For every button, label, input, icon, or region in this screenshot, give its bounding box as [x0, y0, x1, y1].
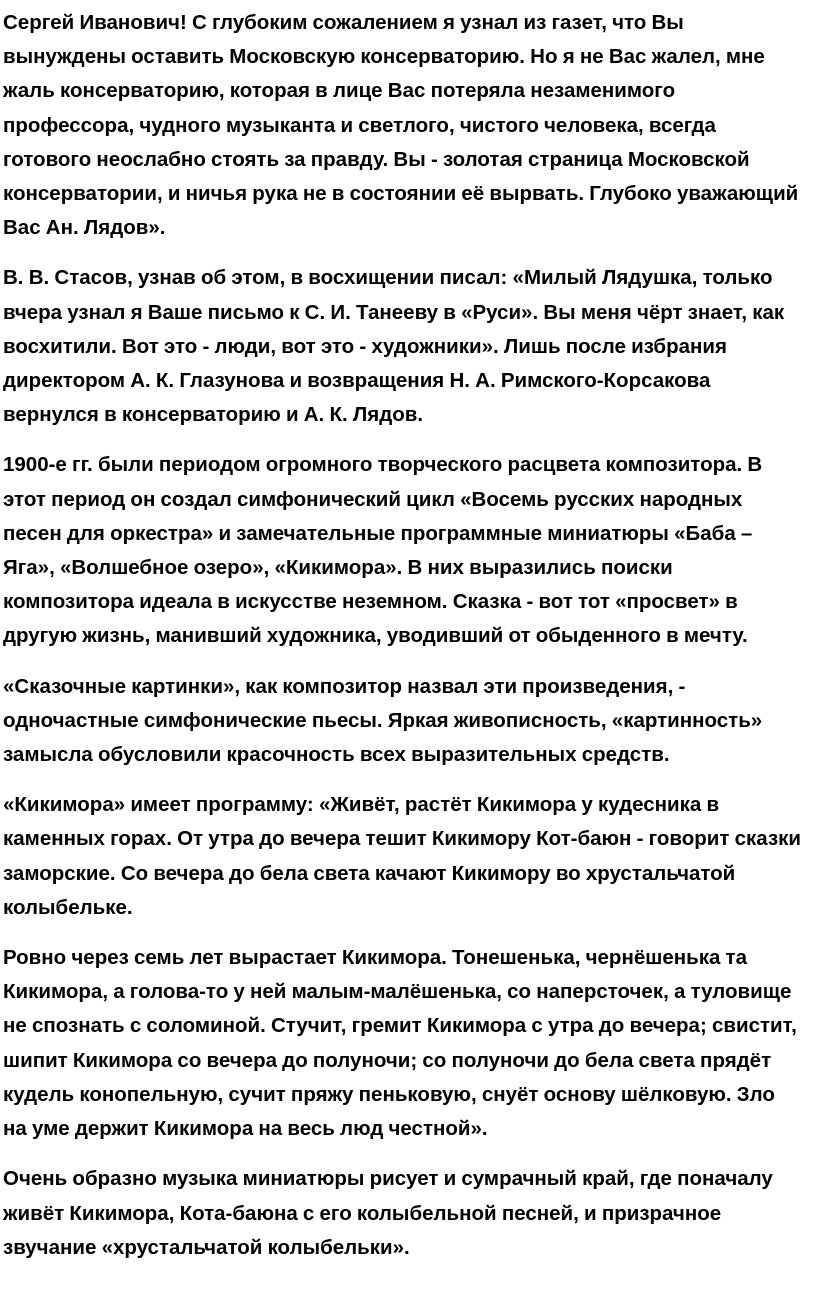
- paragraph-fairy-pictures: «Сказочные картинки», как композитор назвал эти произведения, - одночастные симфонические пьесы. Яркая живописность, «картинность» замысла обусловили красочность всех выразительных средств.: [3, 674, 763, 767]
- paragraph-creative-period: 1900-е гг. были периодом огромного творческого расцвета композитора. В этот период он создал симфонический цикл «Восемь русских народных песен для оркестра» и замечательные программные миниатюры «Баба – Яга», «Волшебное озеро», «Кикимора». В них выразились поиски композитора идеала в искусстве неземном. Сказка - вот тот «просвет» в другую жизнь, манивший художника, уводивший от обыденного в мечту.: [3, 453, 763, 648]
- paragraph-music-imagery: Очень образно музыка миниатюры рисует и сумрачный край, где поначалу живёт Кикимора, Кота-баюна с его колыбельной песней, и призрачное звучание «хрустальчатой колыбельки».: [3, 1167, 773, 1259]
- paragraph-kikimora-growth: Ровно через семь лет вырастает Кикимора. Тонешенька, чернёшенька та Кикимора, а голова-то у ней малым-малёшенька, со наперсточек, а туловище не спознать с соломиной. Стучит, гремит Кикимора с утра до вечера; свистит, шипит Кикимора со вечера до полуночи; со полуночи до бела света прядёт кудель конопельную, сучит пряжу пеньковую, снуёт основу шёлковую. Зло на уме держит Кикимора на весь люд честной».: [3, 946, 797, 1141]
- paragraph-stasov-letter: В. В. Стасов, узнав об этом, в восхищении писал: «Милый Лядушка, только вчера узнал я Ваше письмо к С. И. Танееву в «Руси». Вы меня чёрт знает, как восхитили. Вот это - люди, вот это - художники». Лишь после избрания директором А. К. Глазунова и возвращения Н. А. Римского-Корсакова вернулся в консерваторию и А. К. Лядов.: [3, 266, 785, 427]
- paragraph-kikimora-program: «Кикимора» имеет программу: «Живёт, растёт Кикимора у кудесника в каменных горах. От утра до вечера тешит Кикимору Кот-баюн - говорит сказки заморские. Со вечера до бела света качают Кикимору во хрустальчатой колыбельке.: [3, 793, 802, 919]
- paragraph-letter-closing: Сергей Иванович! С глубоким сожалением я узнал из газет, что Вы вынуждены оставить Московскую консерваторию. Но я не Вас жалел, мне жаль консерваторию, которая в лице Вас потеряла незаменимого профессора, чудного музыканта и светлого, чистого человека, всегда готового неослабно стоять за правду. Вы - золотая страница Московской консерватории, и ничья рука не в состоянии её вырвать. Глубоко уважающий Вас Ан. Лядов».: [3, 11, 799, 240]
